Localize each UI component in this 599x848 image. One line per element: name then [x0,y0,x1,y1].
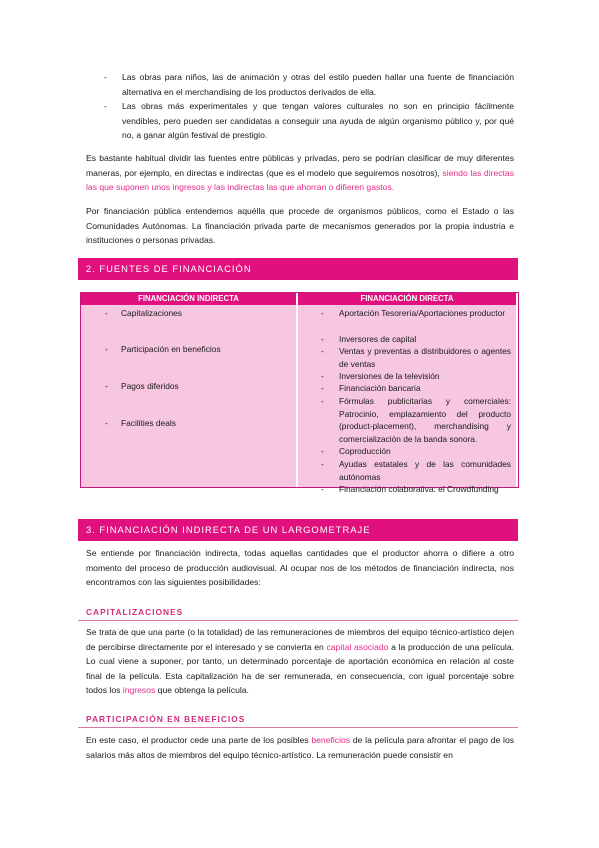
paragraph-text: Se trata de que una parte (o la totalidad) de las remuneraciones de miembros del equipo técnico-artístico dejen de percibirse directamente por el interesado y se convierta en [86,627,514,652]
list-dash: - [321,446,324,456]
list-dash: - [321,459,324,469]
section-heading-fuentes: 2. FUENTES DE FINANCIACIÓN [78,258,518,280]
list-item: Inversores de capital [339,334,417,344]
column-divider [296,293,298,487]
paragraph-text: a la producción de una película. Lo cual viene a suponer, por tanto, un determinado porcentaje de aportación económica en relación al coste final de la película. Esta capitalización ha de ser remunerada, en consecuencia, con igual porcentaje sobre todos los [86,641,515,696]
list-dash: - [321,346,324,356]
list-dash: - [321,308,324,318]
list-item: Financiación colaborativa: el Crowdfunding [339,484,499,494]
paragraph-text: Es bastante habitual dividir las fuentes entre públicas y privadas, pero se podrían clasificar de muy diferentes maneras, por ejemplo, en directas e indirectas (que es el modelo que seguiremos nosotros), [86,153,514,178]
paragraph-participacion [86,733,514,762]
paragraph-text: que obtenga la película. [157,685,249,696]
list-item: Ayudas estatales y de las comunidades autónomas [339,459,511,482]
intro-bullet-1: Las obras para niños, las de animación y otras del estilo pueden hallar una fuente de financiación alternativa en el merchandising de los productos derivados de ella. [122,72,514,97]
header-direct: FINANCIACIÓN DIRECTA [298,293,516,305]
link-capital-asociado[interactable]: capital asociado [326,641,389,652]
list-item: Fórmulas publicitarias y comerciales: Patrocinio, emplazamiento del producto (product-placement), merchandising y comercialización de la banda sonora. [339,396,511,444]
list-dash: - [321,383,324,393]
bullet-marker: - [104,72,107,82]
paragraph-text: de la película para afrontar el pago de los salarios más altos de miembros del equipo técnico-artístico. La remuneración puede consistir en [86,735,515,760]
list-item: Pagos diferidos [121,381,179,391]
list-item: Aportación Tesorería/Aportaciones productor [339,308,506,318]
list-item: Ventas y preventas a distribuidores o agentes de ventas [339,346,511,369]
section-heading-indirecta: 3. FINANCIACIÓN INDIRECTA DE UN LARGOMETRAJE [78,519,518,541]
paragraph-fuentes [86,151,514,195]
list-dash: - [105,344,108,354]
list-item: Facilities deals [121,418,176,428]
list-dash: - [105,418,108,428]
list-item: Coproducción [339,446,391,456]
paragraph-capitalizaciones [86,625,514,698]
bullet-marker: - [104,101,107,111]
list-dash: - [105,308,108,318]
link-ingresos[interactable]: ingresos [122,685,156,696]
list-dash: - [321,371,324,381]
list-dash: - [321,396,324,406]
header-indirect: FINANCIACIÓN INDIRECTA [81,293,296,305]
intro-bullet-2: Las obras más experimentales y que tengan valores culturales no son en principio fácilmente vendibles, pero pueden ser candidatas a conseguir una ayuda de algún organismo público y, por qué no, a ganar algún festival de prestigio. [122,101,514,141]
highlight-text: siendo las directas las que suponen unos ingresos y las indirectas las que ahorran o difieren gastos. [86,167,515,193]
paragraph-publica-privada: Por financiación pública entendemos aquélla que procede de organismos públicos, como el Estado o las Comunidades Autónomas. La financiación privada parte de mecanismos generados por la propia industria e instituciones o personas privadas. [86,206,514,246]
list-dash: - [321,484,324,494]
list-item: Capitalizaciones [121,308,182,318]
divider [78,620,518,621]
paragraph-indirecta: Se entiende por financiación indirecta, todas aquellas cantidades que el productor ahorra o difiere a otro momento del proceso de producción audiovisual. Al ocupar nos de los métodos de financiación indirecta, nos encontramos con las siguientes posibilidades: [86,548,514,588]
list-item: Participación en beneficios [121,344,221,354]
column-indirect [81,305,296,487]
subheading-participacion: PARTICIPACIÓN EN BENEFICIOS [86,714,246,724]
list-item: Inversiones de la televisión [339,371,440,381]
list-dash: - [321,334,324,344]
divider [78,727,518,728]
list-item: Financiación bancaria [339,383,421,393]
link-beneficios[interactable]: beneficios [311,735,351,745]
paragraph-text: En este caso, el productor cede una parte de los posibles [86,735,309,745]
financing-table [80,292,519,494]
subheading-capitalizaciones: CAPITALIZACIONES [86,607,184,617]
list-dash: - [105,381,108,391]
